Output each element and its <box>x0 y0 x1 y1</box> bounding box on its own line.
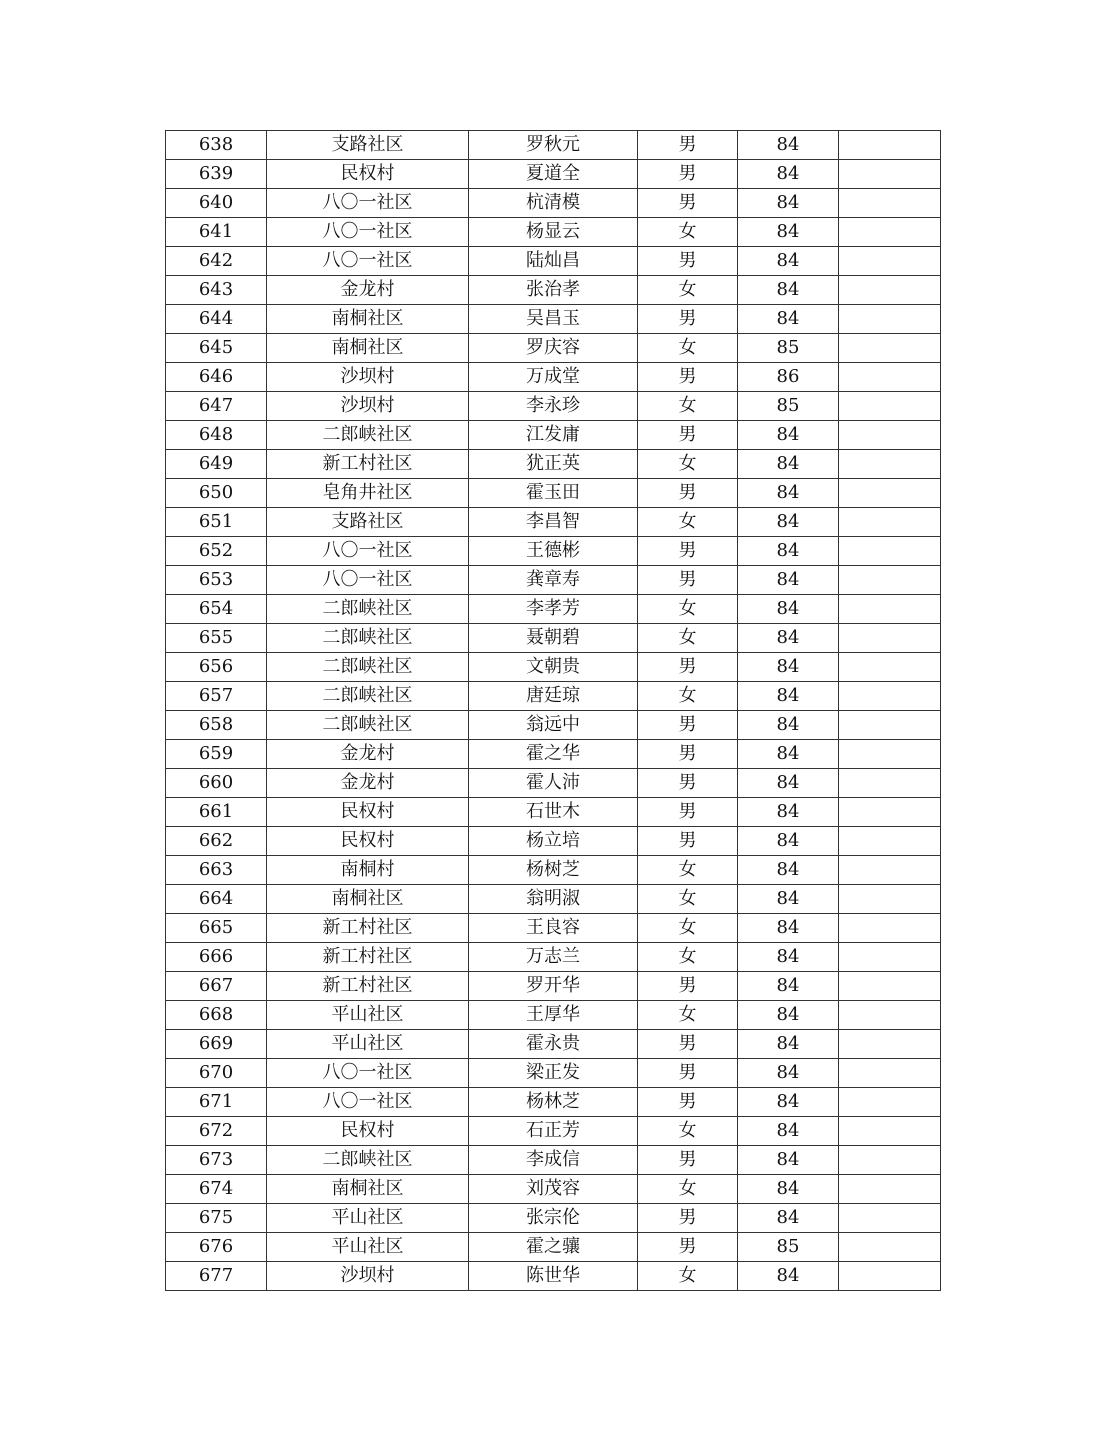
person-name-cell: 江发庸 <box>469 421 638 450</box>
age-cell: 84 <box>738 624 839 653</box>
table-row <box>166 943 941 972</box>
row-number-cell: 650 <box>166 479 267 508</box>
row-number-cell: 670 <box>166 1059 267 1088</box>
age-cell: 84 <box>738 653 839 682</box>
gender-cell: 男 <box>638 769 738 798</box>
table-row <box>166 885 941 914</box>
table-row <box>166 334 941 363</box>
age-cell: 84 <box>738 595 839 624</box>
table-row <box>166 1262 941 1291</box>
remark-cell <box>839 1030 941 1059</box>
table-row <box>166 131 941 160</box>
row-number-cell: 644 <box>166 305 267 334</box>
remark-cell <box>839 711 941 740</box>
row-number-cell: 652 <box>166 537 267 566</box>
remark-cell <box>839 1233 941 1262</box>
remark-cell <box>839 218 941 247</box>
person-name-cell: 万志兰 <box>469 943 638 972</box>
gender-cell: 女 <box>638 1262 738 1291</box>
age-cell: 84 <box>738 856 839 885</box>
remark-cell <box>839 508 941 537</box>
table-row <box>166 537 941 566</box>
row-number-cell: 674 <box>166 1175 267 1204</box>
community-cell: 民权村 <box>267 160 469 189</box>
age-cell: 85 <box>738 392 839 421</box>
community-cell: 平山社区 <box>267 1030 469 1059</box>
age-cell: 84 <box>738 479 839 508</box>
community-cell: 支路社区 <box>267 131 469 160</box>
age-cell: 84 <box>738 711 839 740</box>
row-number-cell: 668 <box>166 1001 267 1030</box>
row-number-cell: 642 <box>166 247 267 276</box>
row-number-cell: 646 <box>166 363 267 392</box>
row-number-cell: 639 <box>166 160 267 189</box>
remark-cell <box>839 1088 941 1117</box>
person-name-cell: 吴昌玉 <box>469 305 638 334</box>
person-name-cell: 唐廷琼 <box>469 682 638 711</box>
person-name-cell: 翁明淑 <box>469 885 638 914</box>
person-name-cell: 罗秋元 <box>469 131 638 160</box>
table-row <box>166 595 941 624</box>
age-cell: 84 <box>738 1262 839 1291</box>
person-name-cell: 罗开华 <box>469 972 638 1001</box>
remark-cell <box>839 798 941 827</box>
community-cell: 南桐村 <box>267 856 469 885</box>
remark-cell <box>839 885 941 914</box>
remark-cell <box>839 653 941 682</box>
table-row <box>166 798 941 827</box>
age-cell: 84 <box>738 885 839 914</box>
community-cell: 二郎峡社区 <box>267 1146 469 1175</box>
roster-table <box>165 130 941 1291</box>
gender-cell: 女 <box>638 508 738 537</box>
person-name-cell: 杨树芝 <box>469 856 638 885</box>
person-name-cell: 张宗伦 <box>469 1204 638 1233</box>
remark-cell <box>839 479 941 508</box>
community-cell: 南桐社区 <box>267 885 469 914</box>
person-name-cell: 王厚华 <box>469 1001 638 1030</box>
row-number-cell: 645 <box>166 334 267 363</box>
person-name-cell: 石世木 <box>469 798 638 827</box>
community-cell: 民权村 <box>267 798 469 827</box>
person-name-cell: 霍之骧 <box>469 1233 638 1262</box>
person-name-cell: 李永珍 <box>469 392 638 421</box>
person-name-cell: 霍人沛 <box>469 769 638 798</box>
gender-cell: 女 <box>638 682 738 711</box>
person-name-cell: 杨显云 <box>469 218 638 247</box>
gender-cell: 女 <box>638 392 738 421</box>
community-cell: 民权村 <box>267 1117 469 1146</box>
gender-cell: 男 <box>638 537 738 566</box>
gender-cell: 女 <box>638 624 738 653</box>
row-number-cell: 667 <box>166 972 267 1001</box>
remark-cell <box>839 450 941 479</box>
row-number-cell: 675 <box>166 1204 267 1233</box>
gender-cell: 男 <box>638 363 738 392</box>
gender-cell: 男 <box>638 160 738 189</box>
row-number-cell: 651 <box>166 508 267 537</box>
remark-cell <box>839 566 941 595</box>
person-name-cell: 聂朝碧 <box>469 624 638 653</box>
person-name-cell: 石正芳 <box>469 1117 638 1146</box>
row-number-cell: 647 <box>166 392 267 421</box>
remark-cell <box>839 740 941 769</box>
row-number-cell: 638 <box>166 131 267 160</box>
remark-cell <box>839 537 941 566</box>
person-name-cell: 陈世华 <box>469 1262 638 1291</box>
community-cell: 皂角井社区 <box>267 479 469 508</box>
community-cell: 新工村社区 <box>267 943 469 972</box>
table-row <box>166 769 941 798</box>
community-cell: 平山社区 <box>267 1233 469 1262</box>
table-row <box>166 305 941 334</box>
age-cell: 85 <box>738 1233 839 1262</box>
person-name-cell: 文朝贵 <box>469 653 638 682</box>
community-cell: 新工村社区 <box>267 972 469 1001</box>
person-name-cell: 霍之华 <box>469 740 638 769</box>
table-row <box>166 972 941 1001</box>
age-cell: 84 <box>738 131 839 160</box>
community-cell: 南桐社区 <box>267 334 469 363</box>
age-cell: 84 <box>738 247 839 276</box>
age-cell: 84 <box>738 1146 839 1175</box>
gender-cell: 女 <box>638 334 738 363</box>
person-name-cell: 万成堂 <box>469 363 638 392</box>
age-cell: 84 <box>738 276 839 305</box>
community-cell: 民权村 <box>267 827 469 856</box>
row-number-cell: 653 <box>166 566 267 595</box>
person-name-cell: 犹正英 <box>469 450 638 479</box>
gender-cell: 男 <box>638 479 738 508</box>
gender-cell: 男 <box>638 972 738 1001</box>
gender-cell: 男 <box>638 1204 738 1233</box>
age-cell: 84 <box>738 1030 839 1059</box>
table-row <box>166 392 941 421</box>
remark-cell <box>839 972 941 1001</box>
row-number-cell: 659 <box>166 740 267 769</box>
row-number-cell: 673 <box>166 1146 267 1175</box>
gender-cell: 男 <box>638 247 738 276</box>
community-cell: 金龙村 <box>267 740 469 769</box>
person-name-cell: 霍永贵 <box>469 1030 638 1059</box>
community-cell: 支路社区 <box>267 508 469 537</box>
remark-cell <box>839 856 941 885</box>
community-cell: 金龙村 <box>267 769 469 798</box>
remark-cell <box>839 305 941 334</box>
row-number-cell: 657 <box>166 682 267 711</box>
table-row <box>166 856 941 885</box>
remark-cell <box>839 131 941 160</box>
row-number-cell: 664 <box>166 885 267 914</box>
gender-cell: 女 <box>638 450 738 479</box>
remark-cell <box>839 1175 941 1204</box>
row-number-cell: 661 <box>166 798 267 827</box>
table-row <box>166 1030 941 1059</box>
community-cell: 金龙村 <box>267 276 469 305</box>
row-number-cell: 663 <box>166 856 267 885</box>
community-cell: 二郎峡社区 <box>267 595 469 624</box>
gender-cell: 女 <box>638 595 738 624</box>
community-cell: 南桐社区 <box>267 1175 469 1204</box>
person-name-cell: 龚章寿 <box>469 566 638 595</box>
community-cell: 八〇一社区 <box>267 189 469 218</box>
table-row <box>166 276 941 305</box>
remark-cell <box>839 624 941 653</box>
remark-cell <box>839 827 941 856</box>
table-row <box>166 914 941 943</box>
table-row <box>166 450 941 479</box>
community-cell: 沙坝村 <box>267 363 469 392</box>
community-cell: 平山社区 <box>267 1204 469 1233</box>
remark-cell <box>839 1001 941 1030</box>
age-cell: 85 <box>738 334 839 363</box>
table-row <box>166 508 941 537</box>
row-number-cell: 671 <box>166 1088 267 1117</box>
table-row <box>166 1146 941 1175</box>
gender-cell: 男 <box>638 1030 738 1059</box>
row-number-cell: 666 <box>166 943 267 972</box>
remark-cell <box>839 1204 941 1233</box>
age-cell: 86 <box>738 363 839 392</box>
remark-cell <box>839 189 941 218</box>
row-number-cell: 654 <box>166 595 267 624</box>
person-name-cell: 翁远中 <box>469 711 638 740</box>
remark-cell <box>839 1117 941 1146</box>
age-cell: 84 <box>738 1204 839 1233</box>
remark-cell <box>839 247 941 276</box>
row-number-cell: 672 <box>166 1117 267 1146</box>
row-number-cell: 649 <box>166 450 267 479</box>
age-cell: 84 <box>738 798 839 827</box>
age-cell: 84 <box>738 566 839 595</box>
table-row <box>166 1001 941 1030</box>
row-number-cell: 662 <box>166 827 267 856</box>
age-cell: 84 <box>738 943 839 972</box>
gender-cell: 女 <box>638 943 738 972</box>
person-name-cell: 霍玉田 <box>469 479 638 508</box>
person-name-cell: 杨林芝 <box>469 1088 638 1117</box>
age-cell: 84 <box>738 914 839 943</box>
age-cell: 84 <box>738 450 839 479</box>
gender-cell: 男 <box>638 653 738 682</box>
table-row <box>166 1175 941 1204</box>
gender-cell: 男 <box>638 1233 738 1262</box>
row-number-cell: 643 <box>166 276 267 305</box>
table-row <box>166 682 941 711</box>
person-name-cell: 罗庆容 <box>469 334 638 363</box>
age-cell: 84 <box>738 537 839 566</box>
age-cell: 84 <box>738 972 839 1001</box>
community-cell: 二郎峡社区 <box>267 711 469 740</box>
person-name-cell: 夏道全 <box>469 160 638 189</box>
person-name-cell: 王良容 <box>469 914 638 943</box>
community-cell: 沙坝村 <box>267 1262 469 1291</box>
table-row <box>166 566 941 595</box>
table-row <box>166 421 941 450</box>
remark-cell <box>839 392 941 421</box>
row-number-cell: 658 <box>166 711 267 740</box>
community-cell: 南桐社区 <box>267 305 469 334</box>
remark-cell <box>839 914 941 943</box>
remark-cell <box>839 1262 941 1291</box>
community-cell: 八〇一社区 <box>267 247 469 276</box>
remark-cell <box>839 363 941 392</box>
gender-cell: 男 <box>638 798 738 827</box>
table-row <box>166 1204 941 1233</box>
gender-cell: 女 <box>638 1175 738 1204</box>
table-row <box>166 653 941 682</box>
person-name-cell: 杨立培 <box>469 827 638 856</box>
person-name-cell: 陆灿昌 <box>469 247 638 276</box>
remark-cell <box>839 276 941 305</box>
table-row <box>166 1233 941 1262</box>
gender-cell: 女 <box>638 914 738 943</box>
row-number-cell: 655 <box>166 624 267 653</box>
row-number-cell: 656 <box>166 653 267 682</box>
table-row <box>166 624 941 653</box>
community-cell: 二郎峡社区 <box>267 653 469 682</box>
row-number-cell: 676 <box>166 1233 267 1262</box>
roster-table-body <box>166 131 941 1291</box>
gender-cell: 男 <box>638 305 738 334</box>
age-cell: 84 <box>738 1088 839 1117</box>
person-name-cell: 刘茂容 <box>469 1175 638 1204</box>
community-cell: 二郎峡社区 <box>267 421 469 450</box>
person-name-cell: 张治孝 <box>469 276 638 305</box>
table-row <box>166 1088 941 1117</box>
age-cell: 84 <box>738 1001 839 1030</box>
age-cell: 84 <box>738 1117 839 1146</box>
community-cell: 沙坝村 <box>267 392 469 421</box>
gender-cell: 女 <box>638 218 738 247</box>
age-cell: 84 <box>738 305 839 334</box>
age-cell: 84 <box>738 1059 839 1088</box>
gender-cell: 男 <box>638 131 738 160</box>
gender-cell: 女 <box>638 276 738 305</box>
gender-cell: 男 <box>638 1088 738 1117</box>
table-row <box>166 189 941 218</box>
gender-cell: 女 <box>638 885 738 914</box>
table-row <box>166 827 941 856</box>
community-cell: 新工村社区 <box>267 914 469 943</box>
table-row <box>166 247 941 276</box>
gender-cell: 男 <box>638 566 738 595</box>
gender-cell: 男 <box>638 827 738 856</box>
remark-cell <box>839 160 941 189</box>
community-cell: 新工村社区 <box>267 450 469 479</box>
table-row <box>166 1059 941 1088</box>
gender-cell: 男 <box>638 1146 738 1175</box>
row-number-cell: 677 <box>166 1262 267 1291</box>
community-cell: 八〇一社区 <box>267 218 469 247</box>
age-cell: 84 <box>738 189 839 218</box>
age-cell: 84 <box>738 1175 839 1204</box>
remark-cell <box>839 682 941 711</box>
age-cell: 84 <box>738 218 839 247</box>
age-cell: 84 <box>738 508 839 537</box>
table-row <box>166 160 941 189</box>
gender-cell: 男 <box>638 740 738 769</box>
remark-cell <box>839 1146 941 1175</box>
age-cell: 84 <box>738 682 839 711</box>
gender-cell: 男 <box>638 711 738 740</box>
row-number-cell: 669 <box>166 1030 267 1059</box>
table-row <box>166 740 941 769</box>
remark-cell <box>839 943 941 972</box>
remark-cell <box>839 334 941 363</box>
person-name-cell: 李孝芳 <box>469 595 638 624</box>
gender-cell: 男 <box>638 1059 738 1088</box>
age-cell: 84 <box>738 827 839 856</box>
person-name-cell: 杭清模 <box>469 189 638 218</box>
community-cell: 八〇一社区 <box>267 1088 469 1117</box>
community-cell: 平山社区 <box>267 1001 469 1030</box>
gender-cell: 男 <box>638 189 738 218</box>
row-number-cell: 640 <box>166 189 267 218</box>
remark-cell <box>839 1059 941 1088</box>
community-cell: 二郎峡社区 <box>267 624 469 653</box>
remark-cell <box>839 769 941 798</box>
community-cell: 八〇一社区 <box>267 566 469 595</box>
community-cell: 八〇一社区 <box>267 1059 469 1088</box>
table-row <box>166 479 941 508</box>
remark-cell <box>839 421 941 450</box>
row-number-cell: 665 <box>166 914 267 943</box>
age-cell: 84 <box>738 740 839 769</box>
person-name-cell: 梁正发 <box>469 1059 638 1088</box>
row-number-cell: 641 <box>166 218 267 247</box>
gender-cell: 女 <box>638 856 738 885</box>
community-cell: 八〇一社区 <box>267 537 469 566</box>
gender-cell: 女 <box>638 1117 738 1146</box>
person-name-cell: 王德彬 <box>469 537 638 566</box>
table-row <box>166 711 941 740</box>
community-cell: 二郎峡社区 <box>267 682 469 711</box>
row-number-cell: 648 <box>166 421 267 450</box>
row-number-cell: 660 <box>166 769 267 798</box>
table-row <box>166 363 941 392</box>
table-row <box>166 1117 941 1146</box>
remark-cell <box>839 595 941 624</box>
gender-cell: 男 <box>638 421 738 450</box>
person-name-cell: 李成信 <box>469 1146 638 1175</box>
age-cell: 84 <box>738 421 839 450</box>
age-cell: 84 <box>738 160 839 189</box>
person-name-cell: 李昌智 <box>469 508 638 537</box>
age-cell: 84 <box>738 769 839 798</box>
gender-cell: 女 <box>638 1001 738 1030</box>
table-row <box>166 218 941 247</box>
